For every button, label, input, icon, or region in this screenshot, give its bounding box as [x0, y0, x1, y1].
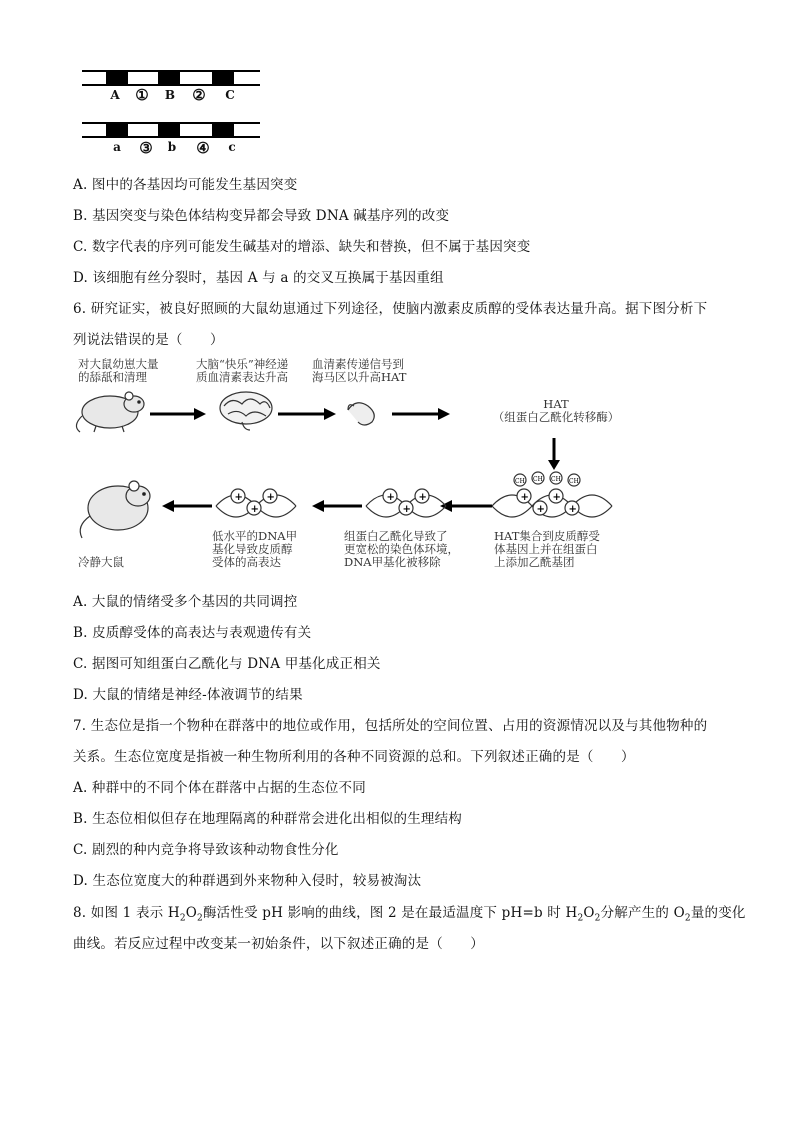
q6-option-a: A. 大鼠的情绪受多个基因的共同调控 — [73, 594, 298, 610]
step5-line: 更宽松的染色体环境， — [344, 542, 459, 556]
subscript: 2 — [594, 913, 601, 924]
q8-text: 量的变化 — [690, 905, 746, 921]
region-label: ③ — [139, 139, 153, 157]
svg-text:+: + — [402, 504, 411, 515]
svg-text:+: + — [536, 504, 545, 515]
svg-text:+: + — [552, 492, 561, 503]
hippocampus-icon — [348, 403, 374, 425]
hat-line: HAT — [543, 397, 569, 411]
histone-dna-complex-icon — [366, 489, 446, 517]
q8-text: O — [583, 905, 595, 921]
step2-line: 大脑“快乐”神经递 — [196, 357, 289, 371]
q6-option-b: B. 皮质醇受体的高表达与表观遗传有关 — [73, 625, 312, 641]
step3-text — [312, 358, 406, 384]
chromosome-upper — [82, 70, 260, 86]
step5-text — [344, 530, 459, 569]
rat-pup-icon — [76, 392, 144, 432]
q5-option-c: C. 数字代表的序列可能发生碱基对的增添、缺失和替换，但不属于基因突变 — [73, 239, 531, 255]
step6-line: 受体的高表达 — [212, 555, 281, 569]
q6-option-d: D. 大鼠的情绪是神经-体液调节的结果 — [73, 687, 303, 703]
q6-option-c: C. 据图可知组蛋白乙酰化与 DNA 甲基化成正相关 — [73, 656, 381, 672]
svg-text:+: + — [386, 492, 395, 503]
svg-text:+: + — [266, 492, 275, 503]
q7-option-c: C. 剧烈的种内竞争将导致该种动物食性分化 — [73, 842, 339, 858]
step1-text — [78, 358, 159, 384]
q8-stem-line1 — [73, 901, 746, 924]
chromosome-lower — [82, 122, 260, 138]
gene-label: B — [164, 88, 176, 102]
step6-line: 基化导致皮质醇 — [212, 542, 293, 556]
step2-line: 质血清素表达升高 — [196, 370, 288, 384]
histone-dna-complex-icon — [216, 489, 296, 517]
arrow-down-icon — [548, 438, 560, 470]
subscript: 2 — [577, 913, 584, 924]
q7-stem-line2: 关系。生态位宽度是指被一种生物所利用的各种不同资源的总和。下列叙述正确的是（ ） — [73, 749, 635, 765]
q5-option-b: B. 基因突变与染色体结构变异都会导致 DNA 碱基序列的改变 — [73, 208, 450, 224]
q7-option-d: D. 生态位宽度大的种群遇到外来物种入侵时，较易被淘汰 — [73, 873, 422, 889]
q8-text: 8. 如图 1 表示 H — [73, 905, 180, 921]
subscript: 2 — [179, 913, 186, 924]
hat-line: （组蛋白乙酰化转移酶） — [492, 410, 620, 424]
chromosome-lower-labels — [82, 140, 260, 156]
gene-label: A — [110, 88, 120, 102]
region-label: ④ — [196, 139, 210, 157]
q5-option-d: D. 该细胞有丝分裂时，基因 A 与 a 的交叉互换属于基因重组 — [73, 270, 444, 286]
arrow-left-icon — [312, 500, 362, 512]
q7-option-b: B. 生态位相似但存在地理隔离的种群常会进化出相似的生理结构 — [73, 811, 463, 827]
subscript: 2 — [684, 913, 691, 924]
gene-label: c — [228, 140, 236, 154]
q6-stem-line1: 6. 研究证实，被良好照顾的大鼠幼崽通过下列途径，使脑内激素皮质醇的受体表达量升高。据下图分析下 — [73, 301, 708, 317]
gene-label: C — [225, 88, 235, 102]
region-label: ① — [135, 86, 149, 104]
step4-line: HAT集合到皮质醇受 — [494, 529, 600, 543]
gene-label: a — [113, 140, 121, 154]
q7-option-a: A. 种群中的不同个体在群落中占据的生态位不同 — [73, 780, 366, 796]
q8-text: 酶活性受 pH 影响的曲线，图 2 是在最适温度下 pH=b 时 H — [202, 905, 578, 921]
step4-line: 上添加乙酰基团 — [494, 555, 575, 569]
q8-stem-line2: 曲线。若反应过程中改变某一初始条件，以下叙述正确的是（ ） — [73, 936, 484, 952]
region-label: ② — [192, 86, 206, 104]
svg-text:+: + — [250, 504, 259, 515]
q6-stem-line2: 列说法错误的是（ ） — [73, 332, 224, 348]
step5-line: DNA甲基化被移除 — [344, 555, 441, 569]
hat-text — [476, 398, 636, 424]
chromosome-upper-labels — [82, 88, 260, 104]
q5-option-a: A. 图中的各基因均可能发生基因突变 — [73, 177, 298, 193]
step3-line: 血清素传递信号到 — [312, 357, 404, 371]
svg-text:CH: CH — [551, 476, 561, 483]
step6-line: 低水平的DNA甲 — [212, 529, 298, 543]
arrow-icon — [392, 408, 450, 420]
q8-text: O — [185, 905, 198, 921]
gene-label: b — [167, 140, 177, 154]
svg-text:+: + — [520, 492, 529, 503]
step1-line: 的舔舐和清理 — [78, 370, 147, 384]
q8-text: 分解产生的 O — [600, 905, 685, 921]
svg-text:+: + — [418, 492, 427, 503]
svg-text:+: + — [568, 504, 577, 515]
svg-text:CH: CH — [533, 476, 543, 483]
step4-line: 体基因上并在组蛋白 — [494, 542, 598, 556]
arrow-icon — [278, 408, 336, 420]
epigenetics-pathway-diagram — [72, 356, 632, 578]
step3-line: 海马区以升高HAT — [312, 370, 407, 384]
step2-text — [196, 358, 288, 384]
arrow-left-icon — [440, 500, 492, 512]
brain-icon — [220, 392, 272, 430]
step6-text — [212, 530, 297, 569]
arrow-left-icon — [162, 500, 212, 512]
step5-line: 组蛋白乙酰化导致了 — [344, 529, 448, 543]
histone-dna-complex-icon — [492, 472, 612, 517]
subscript: 2 — [197, 913, 203, 924]
q7-stem-line1: 7. 生态位是指一个物种在群落中的地位或作用，包括所处的空间位置、占用的资源情况以及与其他物种的 — [73, 718, 708, 734]
arrow-icon — [150, 408, 206, 420]
step4-text — [494, 530, 600, 569]
svg-text:CH: CH — [569, 478, 579, 485]
svg-text:+: + — [234, 492, 243, 503]
calm-rat-label: 冷静大鼠 — [78, 555, 124, 569]
calm-rat-icon — [80, 481, 150, 538]
svg-text:CH: CH — [515, 478, 525, 485]
step1-line: 对大鼠幼崽大量 — [78, 357, 159, 371]
